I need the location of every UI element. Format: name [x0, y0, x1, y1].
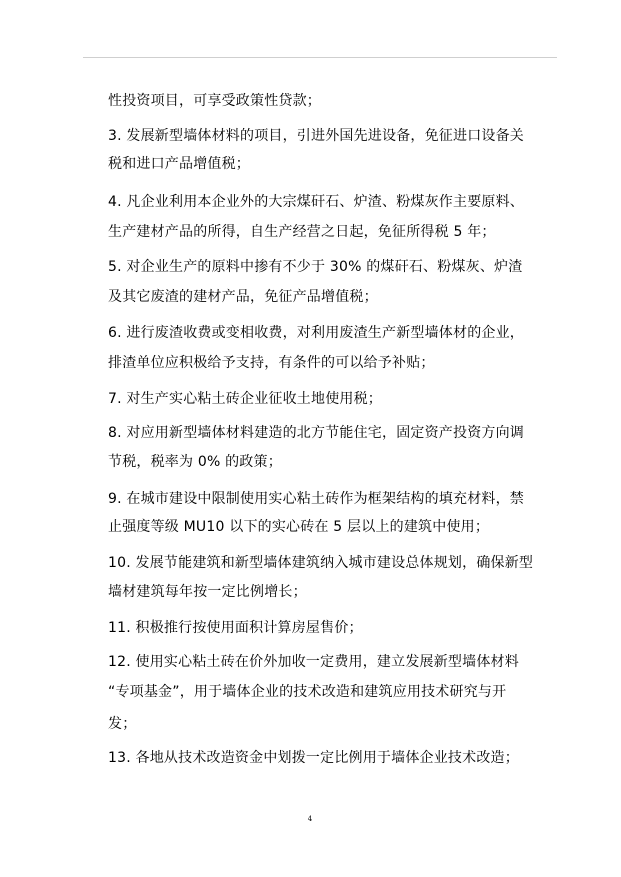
page-number: 4 [307, 815, 313, 823]
text-line: 7. 对生产实心粘土砖企业征收土地使用税； [108, 391, 383, 407]
text-line: 13. 各地从技术改造资金中划拨一定比例用于墙体企业技术改造； [108, 750, 519, 766]
text-line: 节税，税率为 0% 的政策； [108, 454, 282, 470]
text-line: 发； [108, 716, 137, 732]
text-line: 9. 在城市建设中限制使用实心粘土砖作为框架结构的填充材料，禁 [108, 491, 525, 507]
text-line: 6. 进行废渣收费或变相收费，对利用废渣生产新型墙体材的企业， [108, 325, 525, 341]
text-line: 生产建材产品的所得，自生产经营之日起，免征所得税 5 年； [108, 224, 496, 240]
text-line: 止强度等级 MU10 以下的实心砖在 5 层以上的建筑中使用； [108, 519, 490, 535]
text-line: 12. 使用实心粘土砖在价外加收一定费用，建立发展新型墙体材料 [108, 654, 519, 670]
text-line: 4. 凡企业利用本企业外的大宗煤矸石、炉渣、粉煤灰作主要原料、 [108, 194, 525, 210]
text-line: 税和进口产品增值税； [108, 156, 250, 172]
header-rule [83, 57, 557, 58]
text-line: 性投资项目，可享受政策性贷款； [108, 93, 321, 109]
text-line: 3. 发展新型墙体材料的项目，引进外国先进设备，免征进口设备关 [108, 128, 525, 144]
text-line: 8. 对应用新型墙体材料建造的北方节能住宅，固定资产投资方向调 [108, 425, 525, 441]
text-line: “专项基金”，用于墙体企业的技术改造和建筑应用技术研究与开 [108, 684, 507, 700]
text-line: 10. 发展节能建筑和新型墙体建筑纳入城市建设总体规划，确保新型 [108, 555, 534, 571]
text-line: 排渣单位应积极给予支持，有条件的可以给予补贴； [108, 355, 435, 371]
text-line: 及其它废渣的建材产品，免征产品增值税； [108, 289, 378, 305]
text-line: 5. 对企业生产的原料中掺有不少于 30% 的煤矸石、粉煤灰、炉渣 [108, 259, 523, 275]
text-line: 11. 积极推行按使用面积计算房屋售价； [108, 620, 363, 636]
text-line: 墙材建筑每年按一定比例增长； [108, 584, 307, 600]
